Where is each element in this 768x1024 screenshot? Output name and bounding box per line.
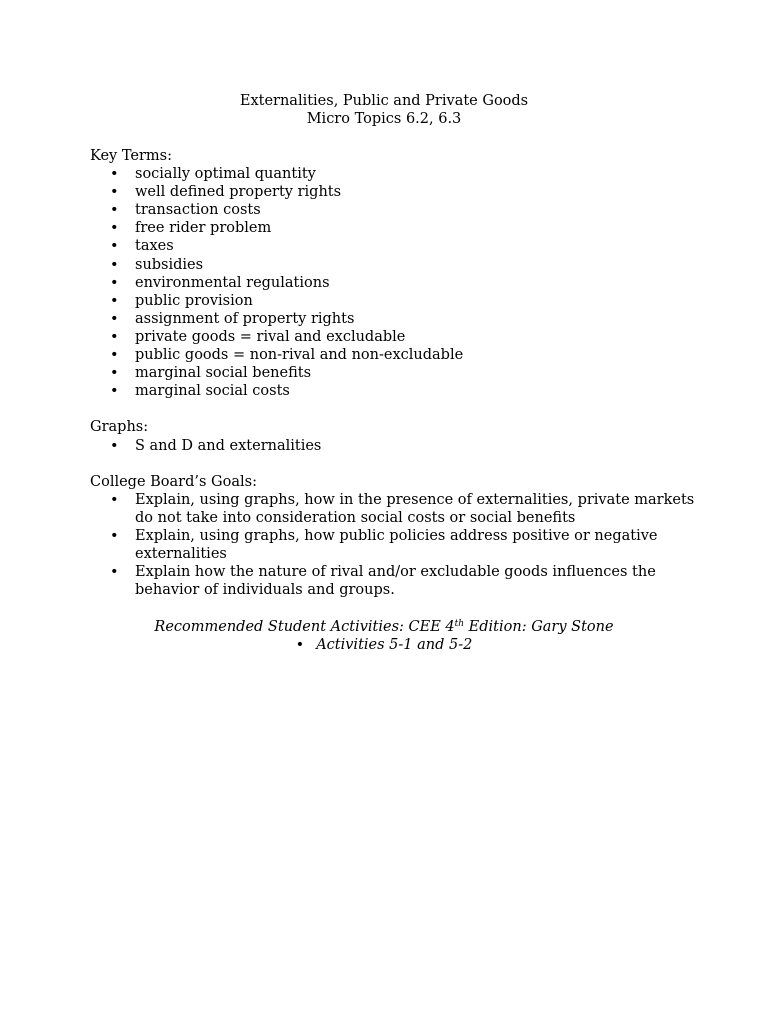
- activity-item: [0, 636, 768, 654]
- bullet-icon: •: [110, 292, 119, 309]
- bullet-icon: •: [110, 220, 119, 237]
- list-item: [90, 274, 710, 292]
- key-term-text: transaction costs: [135, 202, 261, 219]
- key-term-text: marginal social costs: [135, 383, 290, 400]
- list-item: [90, 527, 710, 563]
- key-term-text: assignment of property rights: [135, 310, 355, 327]
- list-item: [90, 183, 710, 201]
- bullet-icon: •: [295, 637, 305, 654]
- list-item: [90, 165, 710, 183]
- list-item: [90, 328, 710, 346]
- list-item: [90, 310, 710, 328]
- list-item: [90, 292, 710, 310]
- bullet-icon: •: [110, 184, 119, 201]
- edition-superscript: th: [454, 619, 465, 629]
- key-term-text: socially optimal quantity: [135, 166, 316, 183]
- graphs-heading: Graphs:: [90, 419, 149, 436]
- key-term-text: subsidies: [135, 256, 204, 273]
- bullet-icon: •: [110, 256, 119, 273]
- bullet-icon: •: [110, 274, 119, 291]
- list-item: [90, 364, 710, 382]
- section-spacer: [90, 455, 710, 473]
- activity-text: Activities 5-1 and 5-2: [316, 637, 473, 654]
- key-term-text: public provision: [135, 292, 253, 309]
- goals-heading: College Board’s Goals:: [90, 473, 257, 490]
- bullet-icon: •: [110, 383, 119, 400]
- key-term-text: free rider problem: [135, 220, 272, 237]
- graphs-list: [90, 437, 710, 455]
- key-term-text: environmental regulations: [135, 274, 330, 291]
- list-item: [90, 563, 710, 599]
- key-term-text: marginal social benefits: [135, 365, 312, 382]
- key-term-text: private goods = rival and excludable: [135, 328, 406, 345]
- list-item: [90, 382, 710, 400]
- goal-text: Explain, using graphs, how public policies address positive or negative externalities: [135, 527, 658, 563]
- bullet-icon: •: [110, 310, 119, 327]
- bullet-icon: •: [110, 527, 119, 544]
- goal-text: Explain how the nature of rival and/or excludable goods influences the behavior of individuals and groups.: [135, 564, 656, 599]
- bullet-icon: •: [110, 365, 119, 382]
- recommended-suffix: Edition: Gary Stone: [464, 619, 614, 635]
- list-item: [90, 346, 710, 364]
- list-item: [90, 491, 710, 527]
- goals-list: [90, 491, 710, 600]
- bullet-icon: •: [110, 437, 119, 454]
- bullet-icon: •: [110, 202, 119, 219]
- recommended-prefix: Recommended Student Activities: CEE 4: [154, 619, 455, 635]
- list-item: [90, 437, 710, 455]
- key-terms-list: [90, 165, 710, 400]
- recommended-activities: [0, 618, 768, 654]
- goal-text: Explain, using graphs, how in the presence of externalities, private markets do not take into consideration social costs or social benefits: [135, 491, 695, 526]
- key-term-text: public goods = non-rival and non-excludable: [135, 347, 464, 364]
- key-term-text: taxes: [135, 238, 174, 255]
- key-terms-heading: Key Terms:: [90, 148, 172, 164]
- list-item: [90, 201, 710, 219]
- bullet-icon: •: [110, 347, 119, 364]
- section-spacer: [90, 400, 710, 418]
- title-block: [0, 92, 768, 128]
- key-term-text: well defined property rights: [135, 184, 342, 201]
- bullet-icon: •: [110, 328, 119, 345]
- document-subtitle: Micro Topics 6.2, 6.3: [306, 111, 462, 128]
- bullet-icon: •: [110, 564, 119, 581]
- bullet-icon: •: [110, 238, 119, 255]
- list-item: [90, 219, 710, 237]
- document-body: [90, 147, 710, 599]
- list-item: [90, 237, 710, 255]
- bullet-icon: •: [110, 166, 119, 183]
- list-item: [90, 256, 710, 274]
- recommended-heading: [0, 618, 768, 636]
- document-title: Externalities, Public and Private Goods: [239, 93, 529, 109]
- bullet-icon: •: [110, 491, 119, 508]
- graph-text: S and D and externalities: [135, 437, 322, 454]
